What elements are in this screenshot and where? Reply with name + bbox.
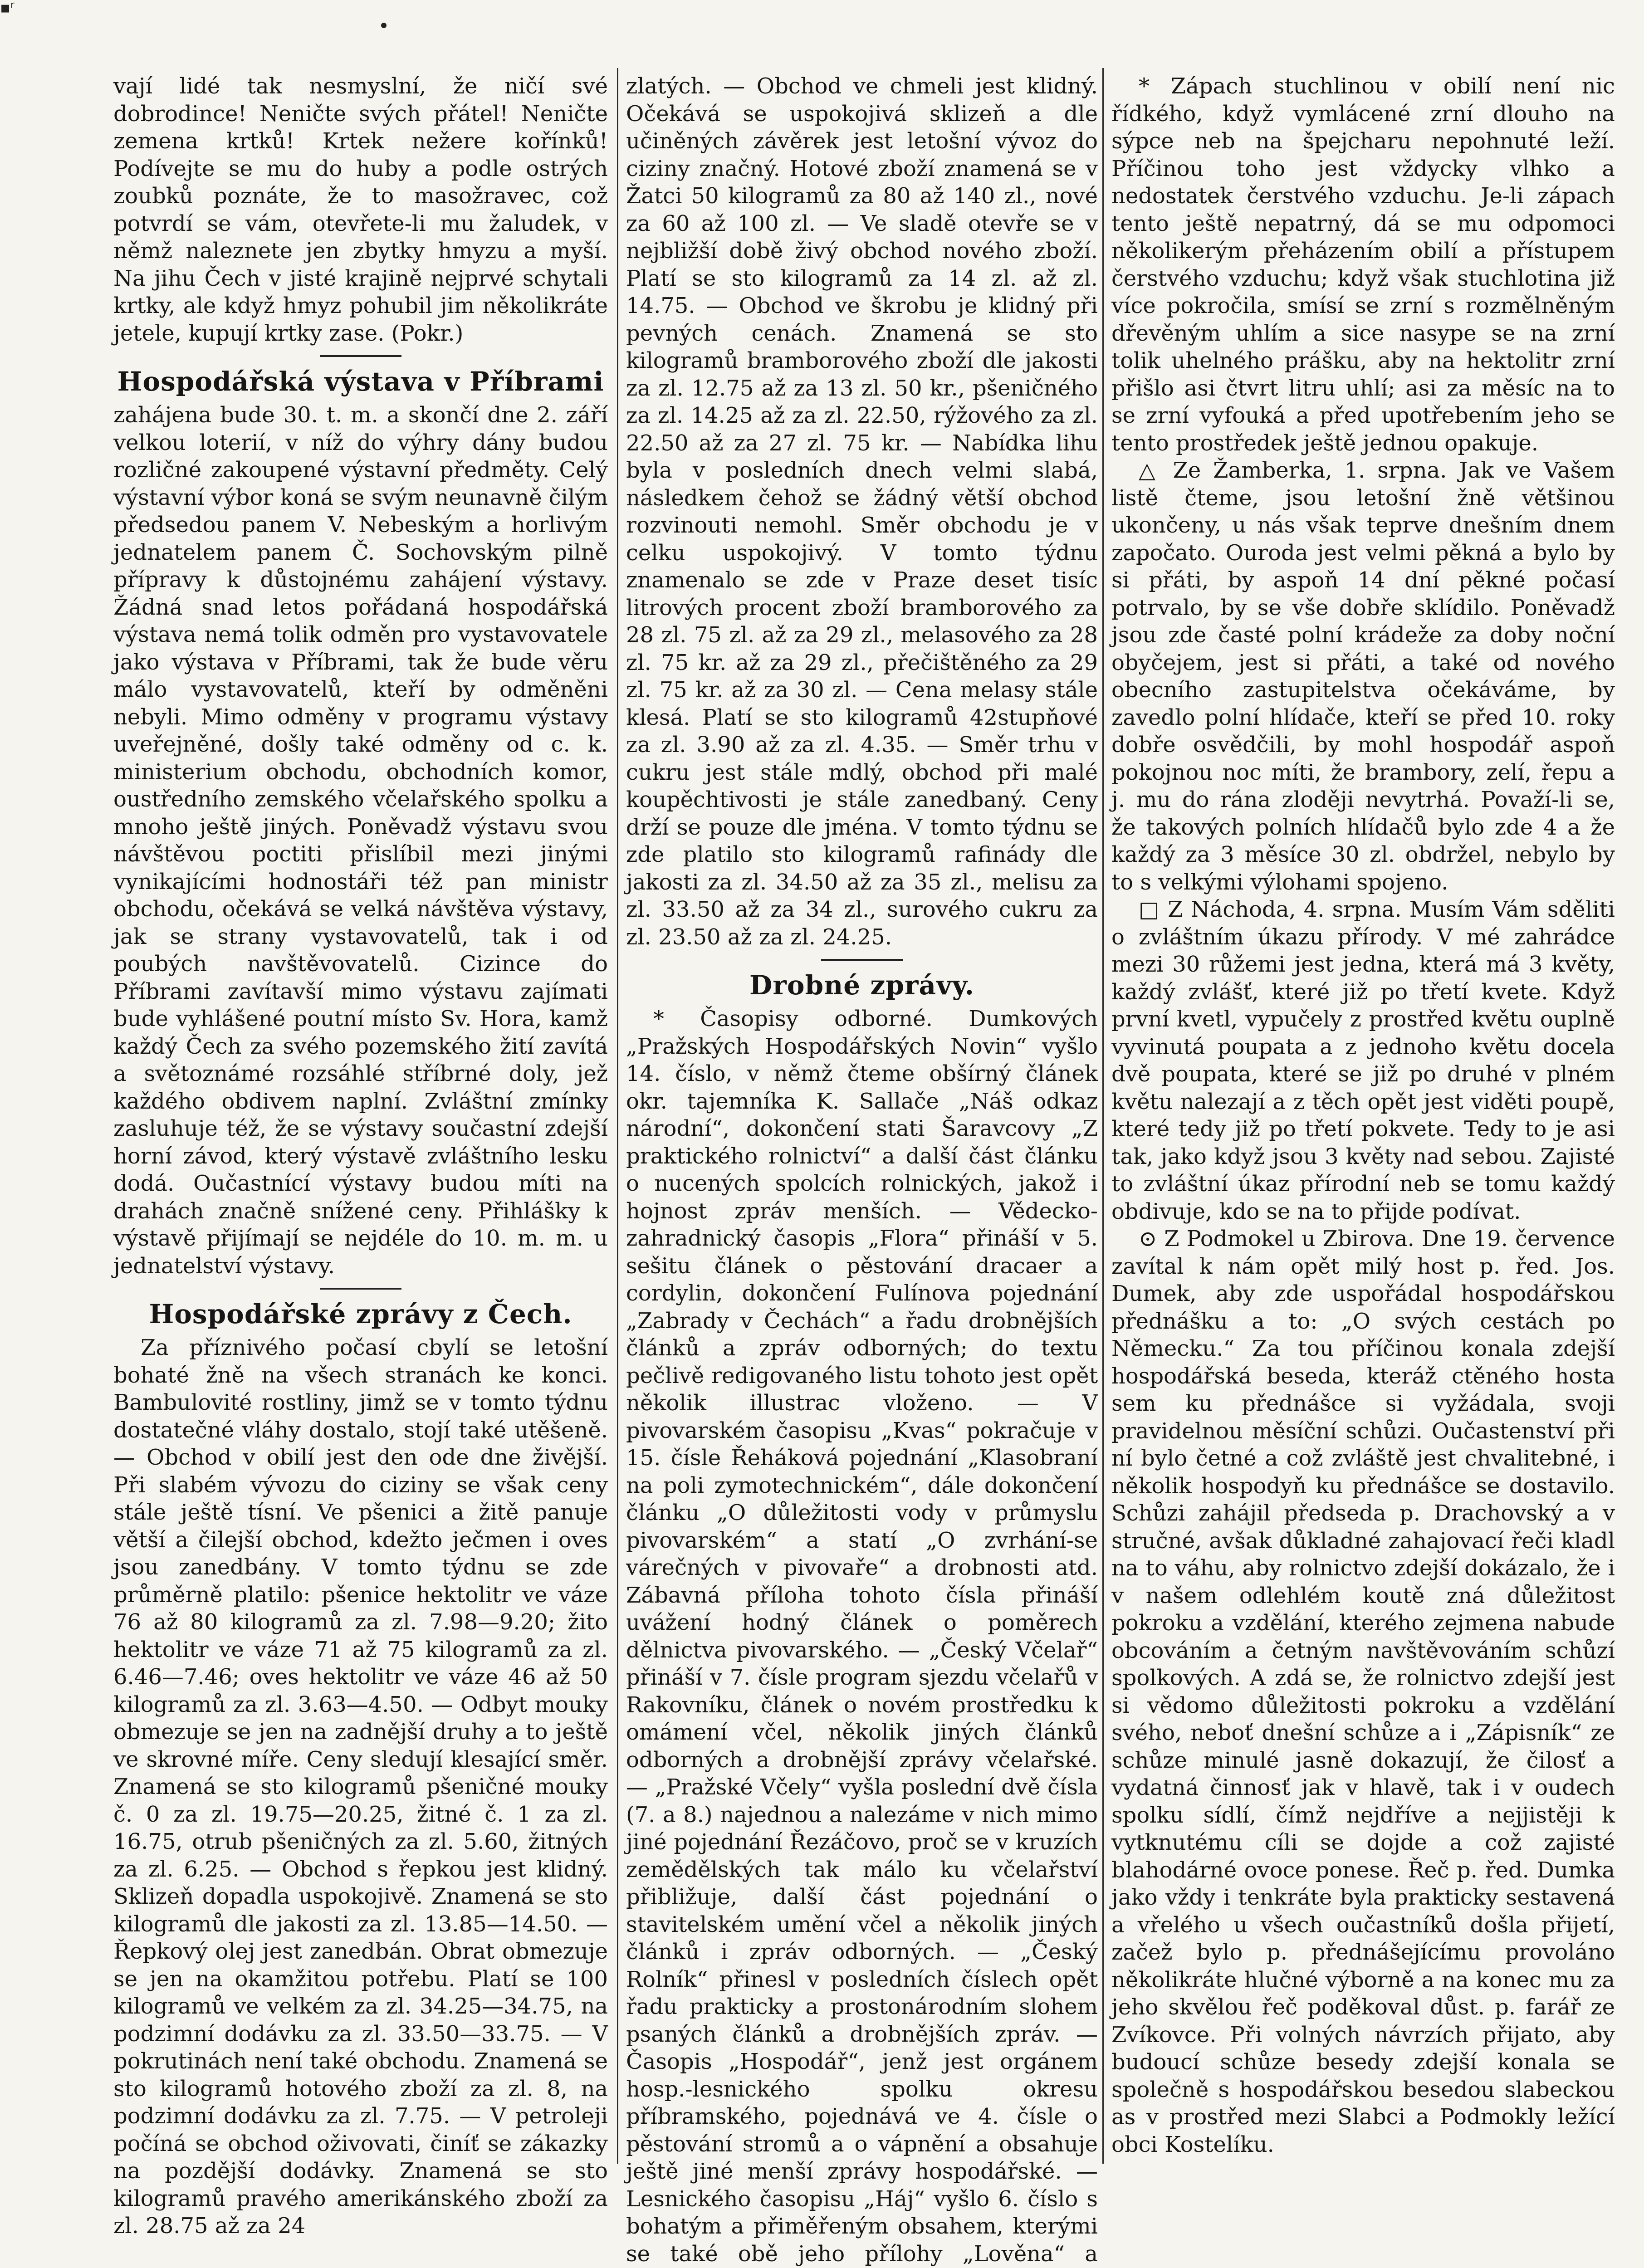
column-2 [626, 73, 1098, 2267]
article-zapach-stuchlinou: * Zápach stuchlinou v obilí není nic řídkého, když vymlácené zrní dlouho na sýpce neb na špejcharu nepohnuté leží. Příčinou toho jest vždycky vlhko a nedostatek čerstvého vzduchu. Je-li zápach tento ještě nepatrný, dá se mu odpomoci několikerým přeházením obilí a přístupem čerstvého vzduchu; když však stuchlotina již více pokročila, smísí se zrní s rozmělněným dřevěným uhlím a sice nasype se na zrní tolik uhelného prášku, aby na hektolitr zrní přišlo asi čtvrt litru uhlí; asi za měsíc na to se zrní vyfouká a před upotřebením jeho se tento prostředek ještě jednou opakuje. [1111, 73, 1615, 456]
separator [821, 959, 903, 961]
print-dot [381, 23, 387, 28]
article-z-podmokel: ⊙ Z Podmokel u Zbirova. Dne 19. července zavítal k nám opět milý host p. řed. Jos. Dumek, aby zde uspořádal hospodářskou přednášku a to: „O svých cestách po Německu.“ Za tou příčinou konala zdejší hospodářská beseda, kteráž ctěného hosta sem ku přednášce si vyžádala, svoji pravidelnou měsíční schůzi. Oučastenství při ní bylo četné a což zvláště jest chvalitebné, i několik hospodyň ku přednášce se dostavilo. Schůzi zahájil předseda p. Drachovský a v stručné, avšak důkladné zahajovací řeči kladl na to váhu, aby rolnictvo zdejší dokázalo, že i v našem odlehlém koutě zná důležitost pokroku a vzdělání, kterého zejmena nabude obcováním a četným navštěvováním schůzí spolkových. A zdá se, že rolnictvo zdejší jest si vědomo důležitosti pokroku a vzdělání svého, neboť dnešní schůze a i „Zápisník“ ze schůze minulé jasně dokazují, že čilosť a vydatná činnosť jak v hlavě, tak i v oudech spolku sídlí, čímž nejdříve a nejjistěji k vytknutému cíli se dojde a což zajisté blahodárné ovoce ponese. Řeč p. řed. Dumka jako vždy i tenkráte byla prakticky sestavená a vřelého u všech oučastníků došla přijetí, začež bylo p. přednášejícímu provoláno několikráte hlučné výborně a na konec mu za jeho skvělou řeč poděkoval důst. p. farář ze Zvíkovce. Při volných návrzích přijato, aby budoucí schůze besedy zdejší konala se společně s hospodářskou besedou slabeckou as v prostřed mezi Slabci a Podmokly ležící obci Kostelíku. [1111, 1226, 1615, 2157]
article-hospodarske-zpravy-continued: zlatých. — Obchod ve chmeli jest klidný. Očekává se uspokojivá sklizeň a dle učiněných závěrek jest letošní vývoz do ciziny značný. Hotové zboží znamená se v Žatci 50 kilogramů za 80 až 140 zl., nové za 60 až 100 zl. — Ve sladě otevře se v nejbližší době živý obchod nového zboží. Platí se sto kilogramů za 14 zl. až zl. 14.75. — Obchod ve škrobu je klidný při pevných cenách. Znamená se sto kilogramů bramborového zboží dle jakosti za zl. 12.75 až za 13 zl. 50 kr., pšeničného za zl. 14.25 až za zl. 22.50, rýžového za zl. 22.50 až za 27 zl. 75 kr. — Nabídka lihu byla v posledních dnech velmi slabá, následkem čehož se žádný větší obchod rozvinouti nemohl. Směr obchodu je v celku uspokojivý. V tomto týdnu znamenalo se zde v Praze deset tisíc litrových procent zboží bramborového za 28 zl. 75 zl. až za 29 zl., melasového za 28 zl. 75 kr. až za 29 zl., přečištěného za 29 zl. 75 kr. až za 30 zl. — Cena melasy stále klesá. Platí se sto kilogramů 42stupňové za zl. 3.90 až za zl. 4.35. — Směr trhu v cukru jest stále mdlý, obchod při malé koupěchtivosti je stále zanedbaný. Ceny drží se pouze dle jména. V tomto týdnu se zde platilo sto kilogramů rafinády dle jakosti za zl. 34.50 až za 35 zl., melisu za zl. 33.50 až za 34 zl., surového cukru za zl. 23.50 až za zl. 24.25. [626, 73, 1098, 950]
article-hospodarske-zpravy: Za příznivého počasí cbylí se letošní bohaté žně na všech stranách ke konci. Bambulovité rostliny, jimž se v tomto týdnu dostatečné vláhy dostalo, stojí také utěšeně. — Obchod v obilí jest den ode dne živější. Při slabém vývozu do ciziny se však ceny stále ještě tísní. Ve pšenici a žitě panuje větší a čilejší obchod, kdežto ječmen i oves jsou zanedbány. V tomto týdnu se zde průměrně platilo: pšenice hektolitr ve váze 76 až 80 kilogramů za zl. 7.98—9.20; žito hektolitr ve váze 71 až 75 kilogramů za zl. 6.46—7.46; oves hektolitr ve váze 46 až 50 kilogramů za zl. 3.63—4.50. — Odbyt mouky obmezuje se jen na zadnější druhy a to ještě ve skrovné míře. Ceny sledují klesající směr. Znamená se sto kilogramů pšeničné mouky č. 0 za zl. 19.75—20.25, žitné č. 1 za zl. 16.75, otrub pšeničných za zl. 5.60, žitných za zl. 6.25. — Obchod s řepkou jest klidný. Sklizeň dopadla uspokojivě. Znamená se sto kilogramů dle jakosti za zl. 13.85—14.50. — Řepkový olej jest zanedbán. Obrat obmezuje se jen na okamžitou potřebu. Platí se 100 kilogramů ve velkém za zl. 34.25—34.75, na podzimní dodávku za zl. 33.50—33.75. — V pokrutinách není také obchodu. Znamená se sto kilogramů hotového zboží za zl. 8, na podzimní dodávku za zl. 7.75. — V petroleji počíná se obchod oživovati, činíť se zákazky na pozdější dodávky. Znamená se sto kilogramů pravého amerikánského zboží za zl. 28.75 až za 24 [113, 1335, 608, 2239]
heading-drobne-zpravy: Drobné zprávy. [749, 970, 974, 1001]
article-vystava-pribram: zahájena bude 30. t. m. a skončí dne 2. září velkou loterií, v níž do výhry dány budou rozličné zakoupené výstavní předměty. Celý výstavní výbor koná se svým neunavně čilým předsedou panem V. Nebeským a horlivým jednatelem panem Č. Sochovským pilně přípravy k důstojnému zahájení výstavy. Žádná snad letos pořádaná hospodářská výstava nemá tolik odměn pro vystavovatele jako výstava v Příbrami, tak že bude věru málo vystavovatelů, kteří by odměněni nebyli. Mimo odměny v programu výstavy uveřejněné, došly také odměny od c. k. ministerium obchodu, obchodních komor, oustředního zemského včelařského spolku a mnoho ještě jiných. Poněvadž výstavu svou návštěvou poctiti přislíbil mezi jinými vynikajícími hodnostáři též pan ministr obchodu, očekává se velká návštěva výstavy, jak se strany vystavovatelů, tak i od poubých navštěvovatelů. Cizince do Příbrami zavítavší mimo výstavu zajímati bude vyhlášené poutní místo Sv. Hora, kamž každý Čech za svého pozemského žití zavítá a světoznámé rozsáhlé stříbrné doly, jež každého obdivem naplní. Zvláštní zmínky zasluhuje též, že se výstavy součastní zdejší horní závod, který výstavě zvláštního lesku dodá. Oučastnící výstavy budou míti na drahách značně snížené ceny. Přihlášky k výstavě přijímají se nejdéle do 10. m. m. u jednatelství výstavy. [113, 402, 608, 1279]
article-krtci-ending: vají lidé tak nesmyslní, že ničí své dobrodince! Neničte svých přátel! Neničte zemena krtků! Krtek nežere kořínků! Podívejte se mu do huby a podle ostrých zoubků poznáte, že to masožravec, což potvrdí se vám, otevřete-li mu žaludek, v němž naleznete jen zbytky hmyzu a myší. Na jihu Čech v jisté krajině nejprvé schytali krtky, ale když hmyz pohubil jim několikráte jetele, kupují krtky zase. (Pokr.) [113, 73, 608, 346]
article-z-nachoda: □ Z Náchoda, 4. srpna. Musím Vám sděliti o zvláštním úkazu přírody. V mé zahrádce mezi 30 růžemi jest jedna, která má 3 květy, každý zvlášť, které již po třetí kvete. Když první kvetl, vypučely z prostřed květu ouplně vyvinutá poupata a z jednoho květu docela dvě poupata, které se již po druhé v plném květu nalezají a z těch opět jest viděti poupě, které tedy již po třetí pokvete. Tedy to je asi tak, jako když jsou 3 květy nad sebou. Zajisté to zvláštní úkaz přírodní neb se tomu každý obdivuje, kdo se na to přijde podívat. [1111, 897, 1615, 1224]
article-casopisy-odborne: * Časopisy odborné. Dumkových „Pražských Hospodářských Novin“ vyšlo 14. číslo, v němž čteme obšírný článek okr. tajemníka K. Sallače „Náš odkaz národní“, dokončení stati Šaravcovy „Z praktického rolnictví“ a další část článku o nucených spolcích rolnických, jakož i hojnost zpráv menších. — Vědecko-zahradnický časopis „Flora“ přináší v 5. sešitu článek o pěstování dracaer a cordylin, dokončení Fulínova pojednání „Zabrady v Čechách“ a řadu drobnějších článků a zpráv odborných; do textu pečlivě redigovaného listu tohoto jest opět několik illustrac vloženo. — V pivovarském časopisu „Kvas“ pokračuje v 15. čísle Řeháková pojednání „Klasobraní na poli zymotechnickém“, dále dokončení článku „O důležitosti vody v průmyslu pivovarském“ a statí „O zvrhání-se várečných v pivovaře“ a drobnosti atd. Zábavná příloha tohoto čísla přináší uvážení hodný článek o poměrech dělnictva pivovarského. — „Český Včelař“ přináší v 7. čísle program sjezdu včelařů v Rakovníku, článek o novém prostředku k omámení včel, několik jiných článků odborných a drobnější zprávy včelařské. — „Pražské Včely“ vyšla poslední dvě čísla (7. a 8.) najednou a nalezáme v nich mimo jiné pojednání Řezáčovo, proč se v kruzích zemědělských tak málo ku včelařství přibližuje, další část pojednání o stavitelském umění včel a několik jiných článků i zpráv odborných. — „Český Rolník“ přinesl v posledních číslech opět řadu prakticky a prostonárodním slohem psaných článků a drobnějších zpráv. — Časopis „Hospodář“, jenž jest orgánem hosp.-lesnického spolku okresu příbramského, pojednává ve 4. čísle o pěstování stromů a o vápnění a obsahuje ještě jiné menší zprávy hospodářské. — Lesnického časopisu „Háj“ vyšlo 6. číslo s bohatým a přiměřeným obsahem, kterými se také obě jeho přílohy „Lověna“ a [626, 1006, 1098, 2267]
separator [320, 1288, 401, 1290]
article-ze-zamberka: △ Ze Žamberka, 1. srpna. Jak ve Vašem listě čteme, jsou letošní žně většinou ukončeny, u nás však teprve dnešním dnem započato. Ouroda jest velmi pěkná a bylo by si přáti, by aspoň 14 dní pěkné počasí potrvalo, by se vše dobře sklídilo. Poněvadž jsou zde časté polní krádeže za doby noční obyčejem, jest si přáti, a také od nového obecního zastupitelstva očekáváme, by zavedlo polní hlídače, kteří se před 10. roky dobře osvědčili, by mohl hospodář aspoň pokojnou noc míti, že brambory, zelí, řepu a j. mu do rána zloději nevytrhá. Považí-li se, že takových polních hlídačů bylo zde 4 a že každý za 3 měsíce 30 zl. obdržel, nebylo by to s velkými výlohami spojeno. [1111, 458, 1615, 895]
column-1 [113, 73, 608, 2239]
separator [320, 355, 401, 357]
column-rule-1 [617, 68, 618, 2164]
corner-mark: ▪ʳ [0, 0, 15, 17]
heading-vystava-pribram: Hospodářská výstava v Příbrami [117, 366, 604, 397]
heading-hospodarske-zpravy: Hospodářské zprávy z Čech. [149, 1299, 572, 1330]
column-rule-2 [1102, 68, 1104, 2164]
column-3 [1111, 73, 1615, 2186]
